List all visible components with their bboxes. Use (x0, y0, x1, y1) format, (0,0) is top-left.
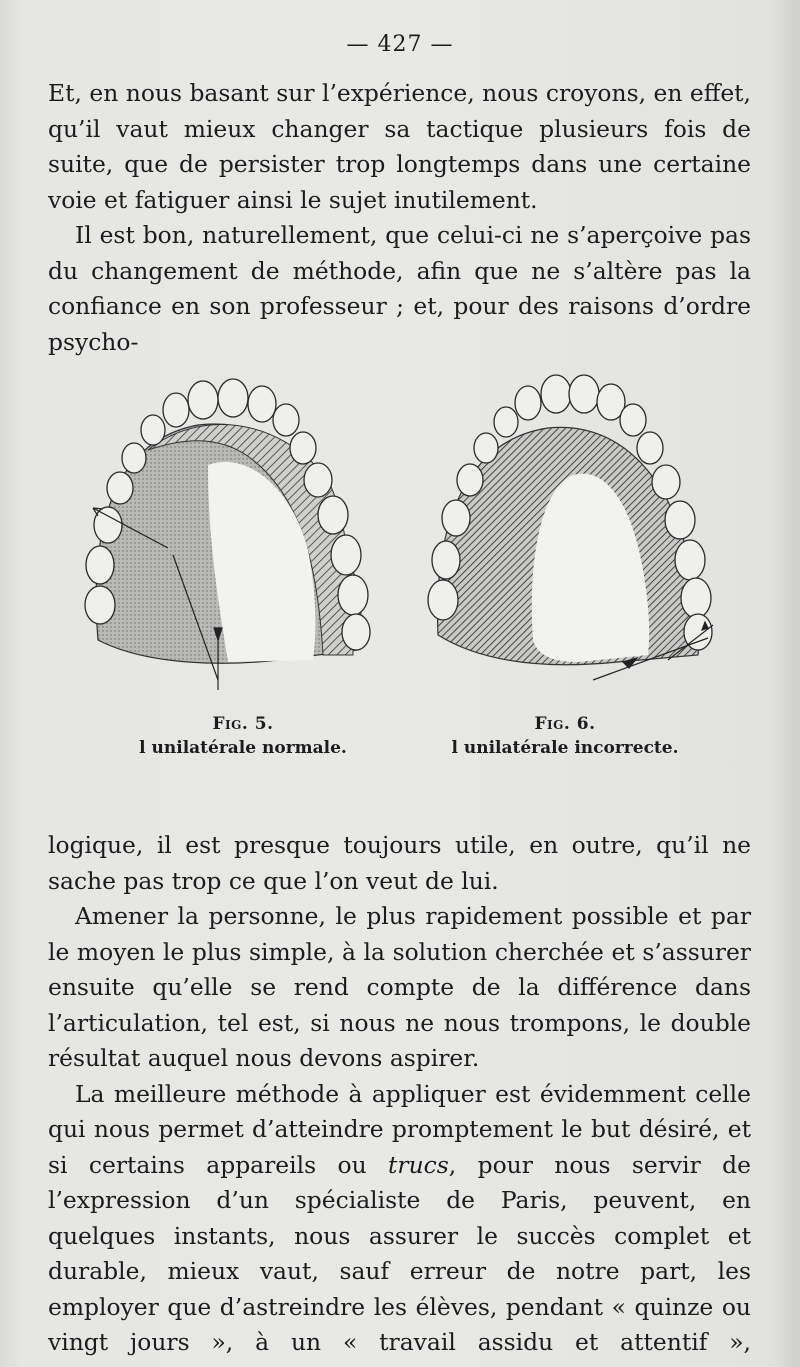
figure-6-label: Fig. 6. (534, 714, 596, 734)
palate-illustration-normal (78, 370, 388, 690)
paragraph-5-end: , pour nous servir de l’expression d’un spécialiste de Paris, peuvent, en quelques instants, nous assurer le succès complet et durable, mieux vaut, sauf erreur de notre part, les employer que d’astreindre les élèves, pendant « quinze ou vingt jours », à un « travail assidu et attentif », (48, 1150, 751, 1356)
top-text-block (48, 76, 751, 360)
bottom-text-block (48, 828, 751, 1361)
paragraph-5 (48, 1077, 751, 1361)
paragraph-2: Il est bon, naturellement, que celui-ci ne s’aperçoive pas du changement de méthode, afin que ne s’altère pas la confiance en son professeur ; et, pour des raisons d’ordre psycho- (48, 221, 751, 356)
page-number: — 427 — (346, 32, 454, 57)
paragraph-1: Et, en nous basant sur l’expérience, nous croyons, en effet, qu’il vaut mieux changer sa tactique plusieurs fois de suite, que de persister trop longtemps dans une certaine voie et fatiguer ainsi le sujet inutilement. (48, 79, 751, 214)
paragraph-5-start: La meilleure méthode à appliquer est évidemment celle qui nous permet d’atteindre promptement le but désiré, et si certains appareils ou (48, 1079, 751, 1179)
figure-5-label: Fig. 5. (212, 714, 274, 734)
paragraph-5-italic-word: trucs (388, 1150, 449, 1179)
figure-5-description: l unilatérale normale. (139, 738, 347, 758)
paragraph-3: logique, il est presque toujours utile, en outre, qu’il ne sache pas trop ce que l’on veut de lui. (48, 831, 751, 895)
figure-5-palate-diagram (78, 370, 388, 690)
figure-5-caption (98, 712, 388, 760)
figure-6-caption (420, 712, 710, 760)
paragraph-4: Amener la personne, le plus rapidement possible et par le moyen le plus simple, à la solution cherchée et s’assurer ensuite qu’elle se rend compte de la différence dans l’articulation, tel est, si nous ne nous trompons, le double résultat auquel nous devons aspirer. (48, 902, 751, 1072)
palate-illustration-incorrect (418, 370, 728, 690)
figure-6-description: l unilatérale incorrecte. (451, 738, 679, 758)
figure-6-palate-diagram (418, 370, 728, 690)
